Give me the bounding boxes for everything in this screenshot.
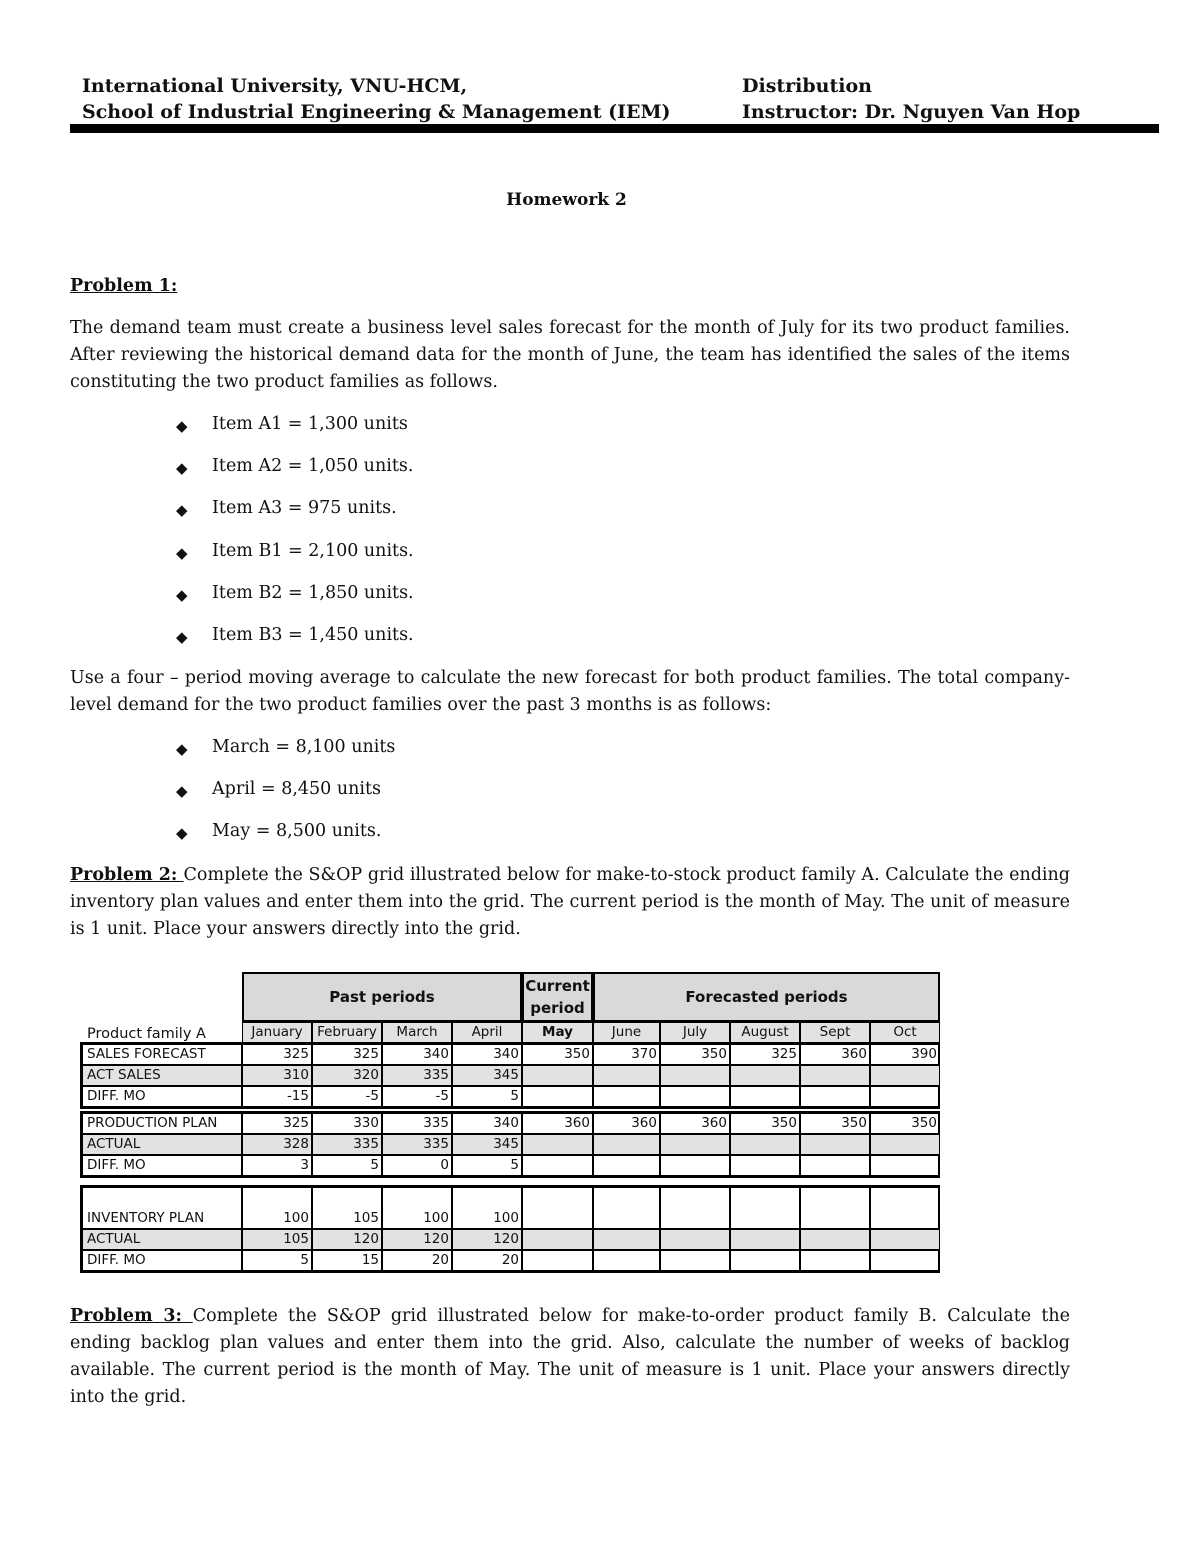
- diamond-bullet-icon: ◆: [176, 459, 188, 478]
- grid-cell: 100: [382, 1187, 452, 1229]
- grid-cell: 20: [382, 1250, 452, 1271]
- grid-cell: [870, 1065, 940, 1086]
- grid-cell: [660, 1229, 730, 1250]
- grid-cell: [730, 1187, 800, 1229]
- month-header: January: [242, 1022, 312, 1043]
- grid-cell: [660, 1187, 730, 1229]
- grid-cell: 340: [452, 1044, 522, 1065]
- grid-cell: 335: [382, 1065, 452, 1086]
- grid-cell: [660, 1250, 730, 1271]
- problem3-label: Problem 3:: [70, 1306, 193, 1326]
- grid-cell: 0: [382, 1155, 452, 1176]
- grid-cell: [800, 1134, 870, 1155]
- row-label: DIFF. MO: [82, 1086, 242, 1107]
- course-name: Distribution: [742, 75, 872, 97]
- problem1-label: Problem 1:: [70, 276, 178, 296]
- list-item: ◆ Item A1 = 1,300 units: [176, 412, 414, 436]
- list-item: ◆ May = 8,500 units.: [176, 819, 395, 843]
- grid-cell: [870, 1134, 940, 1155]
- grid-cell: -15: [242, 1086, 312, 1107]
- current-period-header: Current period: [522, 972, 593, 1022]
- grid-cell: 20: [452, 1250, 522, 1271]
- header-right: [742, 73, 1080, 125]
- grid-cell: 350: [522, 1044, 593, 1065]
- grid-cell: [593, 1250, 660, 1271]
- month-header: August: [730, 1022, 800, 1043]
- row-label: DIFF. MO: [82, 1155, 242, 1176]
- grid-cell: [800, 1229, 870, 1250]
- item-list: [176, 412, 414, 647]
- grid-cell: [522, 1187, 593, 1229]
- grid-cell: [870, 1086, 940, 1107]
- grid-cell: 335: [312, 1134, 382, 1155]
- problem2-paragraph: [70, 862, 1070, 943]
- diamond-bullet-icon: ◆: [176, 627, 188, 646]
- grid-cell: 5: [242, 1250, 312, 1271]
- grid-cell: 120: [452, 1229, 522, 1250]
- grid-cell: 325: [730, 1044, 800, 1065]
- grid-cell: [730, 1155, 800, 1176]
- grid-cell: 370: [593, 1044, 660, 1065]
- grid-cell: 320: [312, 1065, 382, 1086]
- row-label: DIFF. MO: [82, 1250, 242, 1271]
- grid-cell: 360: [522, 1113, 593, 1134]
- month-header: March: [382, 1022, 452, 1043]
- header-rule: [70, 124, 1159, 133]
- problem1-intro: The demand team must create a business level sales forecast for the month of July for its two product families. After reviewing the historical demand data for the month of June, the team has identified the sales of the items constituting the two product families as follows.: [70, 318, 1070, 392]
- grid-cell: [870, 1250, 940, 1271]
- grid-cell: [800, 1187, 870, 1229]
- grid-cell: 350: [870, 1113, 940, 1134]
- grid-cell: [593, 1155, 660, 1176]
- grid-cell: [593, 1134, 660, 1155]
- grid-cell: [593, 1086, 660, 1107]
- grid-cell: 340: [382, 1044, 452, 1065]
- grid-cell: 340: [452, 1113, 522, 1134]
- grid-cell: 328: [242, 1134, 312, 1155]
- grid-cell: [522, 1134, 593, 1155]
- grid-cell: 345: [452, 1065, 522, 1086]
- forecasted-periods-header: Forecasted periods: [593, 972, 940, 1022]
- grid-cell: [522, 1086, 593, 1107]
- problem3-text: Complete the S&OP grid illustrated below for make-to-order product family B. Calculate the ending backlog plan values and enter them into the grid. Also, calculate the number of weeks of backlog available. The current period is the month of May. The unit of measure is 1 unit. Place your answers directly into the grid.: [70, 1306, 1070, 1407]
- grid-cell: 325: [242, 1044, 312, 1065]
- month-header: May: [522, 1022, 593, 1043]
- grid-cell: 360: [593, 1113, 660, 1134]
- grid-cell: [870, 1229, 940, 1250]
- problem3-paragraph: [70, 1303, 1070, 1411]
- month-header: February: [312, 1022, 382, 1043]
- diamond-bullet-icon: ◆: [176, 501, 188, 520]
- grid-cell: 15: [312, 1250, 382, 1271]
- page-title: Homework 2: [506, 190, 627, 210]
- grid-cell: [870, 1155, 940, 1176]
- month-header: Oct: [870, 1022, 940, 1043]
- grid-cell: 360: [800, 1044, 870, 1065]
- grid-cell: 310: [242, 1065, 312, 1086]
- diamond-bullet-icon: ◆: [176, 543, 188, 562]
- grid-cell: [870, 1187, 940, 1229]
- grid-cell: [800, 1086, 870, 1107]
- grid-cell: 335: [382, 1113, 452, 1134]
- grid-cell: 360: [660, 1113, 730, 1134]
- row-label: ACTUAL: [82, 1134, 242, 1155]
- grid-cell: 3: [242, 1155, 312, 1176]
- past-periods-header: Past periods: [242, 972, 522, 1022]
- grid-cell: 350: [660, 1044, 730, 1065]
- school-name: School of Industrial Engineering & Management (IEM): [82, 101, 671, 123]
- grid-cell: [660, 1065, 730, 1086]
- grid-cell: [730, 1065, 800, 1086]
- grid-cell: 350: [800, 1113, 870, 1134]
- month-header: April: [452, 1022, 522, 1043]
- sop-grid: [80, 972, 942, 1276]
- problem1-heading: [70, 273, 1070, 300]
- problem1-middle: Use a four – period moving average to calculate the new forecast for both product families. The total company-level demand for the two product families over the past 3 months is as follows:: [70, 668, 1070, 715]
- list-item: ◆ Item A3 = 975 units.: [176, 496, 414, 520]
- grid-cell: [730, 1086, 800, 1107]
- grid-cell: 120: [312, 1229, 382, 1250]
- grid-cell: 105: [312, 1187, 382, 1229]
- grid-cell: 325: [312, 1044, 382, 1065]
- grid-cell: 100: [242, 1187, 312, 1229]
- diamond-bullet-icon: ◆: [176, 782, 188, 801]
- grid-cell: 5: [312, 1155, 382, 1176]
- list-item: ◆ Item B1 = 2,100 units.: [176, 539, 414, 563]
- list-item: ◆ Item A2 = 1,050 units.: [176, 454, 414, 478]
- grid-cell: [522, 1250, 593, 1271]
- grid-cell: [522, 1229, 593, 1250]
- list-item: ◆ Item B3 = 1,450 units.: [176, 623, 414, 647]
- row-label: INVENTORY PLAN: [82, 1187, 242, 1229]
- grid-cell: [730, 1134, 800, 1155]
- diamond-bullet-icon: ◆: [176, 417, 188, 435]
- grid-cell: [730, 1250, 800, 1271]
- grid-cell: -5: [312, 1086, 382, 1107]
- grid-cell: 100: [452, 1187, 522, 1229]
- grid-cell: [593, 1065, 660, 1086]
- grid-cell: 345: [452, 1134, 522, 1155]
- row-label: ACTUAL: [82, 1229, 242, 1250]
- row-label: PRODUCTION PLAN: [82, 1113, 242, 1134]
- instructor-name: Instructor: Dr. Nguyen Van Hop: [742, 101, 1081, 123]
- grid-cell: 335: [382, 1134, 452, 1155]
- list-item: ◆ April = 8,450 units: [176, 777, 395, 801]
- diamond-bullet-icon: ◆: [176, 824, 188, 843]
- list-item: ◆ March = 8,100 units: [176, 735, 395, 759]
- grid-cell: 325: [242, 1113, 312, 1134]
- grid-cell: -5: [382, 1086, 452, 1107]
- grid-cell: [800, 1250, 870, 1271]
- grid-cell: 5: [452, 1086, 522, 1107]
- month-header: July: [660, 1022, 730, 1043]
- grid-cell: [730, 1229, 800, 1250]
- grid-cell: 390: [870, 1044, 940, 1065]
- grid-cell: 120: [382, 1229, 452, 1250]
- header-left: [82, 73, 671, 125]
- month-header: Sept: [800, 1022, 870, 1043]
- row-label: SALES FORECAST: [82, 1044, 242, 1065]
- grid-cell: [660, 1134, 730, 1155]
- grid-cell: 330: [312, 1113, 382, 1134]
- diamond-bullet-icon: ◆: [176, 585, 188, 604]
- list-item: ◆ Item B2 = 1,850 units.: [176, 581, 414, 605]
- grid-cell: [660, 1155, 730, 1176]
- grid-cell: [800, 1155, 870, 1176]
- grid-cell: [800, 1065, 870, 1086]
- grid-cell: [522, 1155, 593, 1176]
- month-header: June: [593, 1022, 660, 1043]
- grid-cell: 5: [452, 1155, 522, 1176]
- grid-cell: 350: [730, 1113, 800, 1134]
- row-label: ACT SALES: [82, 1065, 242, 1086]
- month-list: [176, 735, 395, 843]
- grid-cell: [660, 1086, 730, 1107]
- grid-cell: 105: [242, 1229, 312, 1250]
- university-name: International University, VNU-HCM,: [82, 75, 468, 97]
- grid-cell: [593, 1187, 660, 1229]
- grid-cell: [522, 1065, 593, 1086]
- problem2-label: Problem 2:: [70, 865, 184, 885]
- diamond-bullet-icon: ◆: [176, 740, 188, 758]
- grid-cell: [593, 1229, 660, 1250]
- product-family-label: Product family A: [87, 1026, 206, 1042]
- problem2-text: Complete the S&OP grid illustrated below for make-to-stock product family A. Calculate the ending inventory plan values and enter them into the grid. The current period is the month of May. The unit of measure is 1 unit. Place your answers directly into the grid.: [70, 865, 1070, 939]
